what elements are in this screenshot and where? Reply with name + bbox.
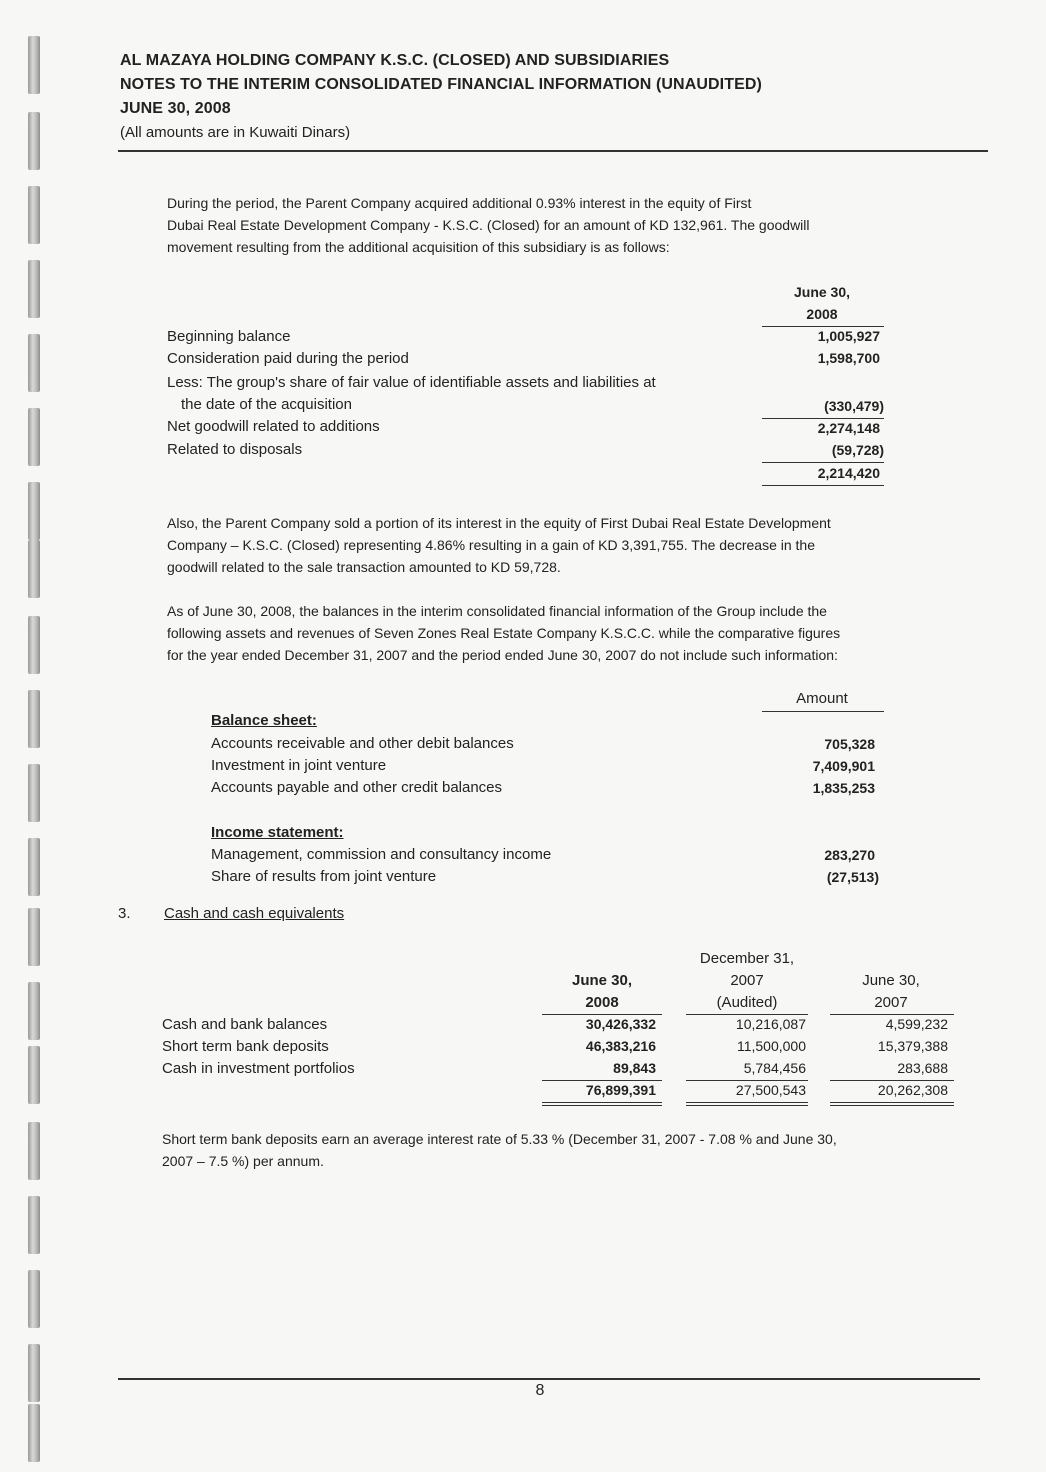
goodwill-col-header: June 30, <box>793 284 851 300</box>
table-row-label: Management, commission and consultancy income <box>211 846 552 863</box>
table-row-value: 7,409,901 <box>812 758 875 774</box>
paragraph-line: movement resulting from the additional acquisition of this subsidiary is as follows: <box>167 239 670 255</box>
table-row-value: 5,784,456 <box>743 1060 806 1076</box>
table-row-label: Cash and bank balances <box>162 1016 328 1033</box>
table-row-value: (59,728) <box>831 442 884 458</box>
section-title: Cash and cash equivalents <box>164 905 345 922</box>
table-row-value: 4,599,232 <box>885 1016 948 1032</box>
paragraph-line: Also, the Parent Company sold a portion of its interest in the equity of First Dubai Real Estate Development <box>167 515 831 531</box>
goodwill-total: 2,214,420 <box>817 465 880 481</box>
table-row-label: Share of results from joint venture <box>211 868 437 885</box>
table-row-label: Short term bank deposits <box>162 1038 329 1055</box>
total-value: 76,899,391 <box>585 1082 656 1098</box>
table-row-value: 705,328 <box>824 736 875 752</box>
col-header: June 30, <box>862 972 920 989</box>
table-row-label: Beginning balance <box>167 328 291 345</box>
table-row-value: 11,500,000 <box>736 1038 806 1054</box>
table-row-value: 89,843 <box>613 1060 656 1076</box>
table-row-value: 1,005,927 <box>817 328 880 344</box>
paragraph-disposal <box>167 512 919 578</box>
footer-rule <box>118 1378 980 1380</box>
paragraph-line: Short term bank deposits earn an average interest rate of 5.33 % (December 31, 2007 - 7.08 % and June 30, <box>162 1131 837 1147</box>
income-statement-title: Income statement: <box>211 824 344 841</box>
currency-note: (All amounts are in Kuwaiti Dinars) <box>120 124 351 141</box>
table-row-value: 1,835,253 <box>812 780 875 796</box>
table-row-label: Related to disposals <box>167 441 303 458</box>
total-value: 27,500,543 <box>735 1082 806 1098</box>
table-row-value: (27,513) <box>826 869 879 885</box>
table-row-label: Consideration paid during the period <box>167 350 409 367</box>
col-header: 2007 <box>874 994 908 1011</box>
table-row-value: 30,426,332 <box>585 1016 656 1032</box>
section-number: 3. <box>118 905 131 922</box>
page-number: 8 <box>535 1382 545 1399</box>
table-row-value: 2,274,148 <box>817 420 880 436</box>
total-value: 20,262,308 <box>877 1082 948 1098</box>
col-header: December 31, <box>699 950 795 967</box>
table-row-label: Accounts receivable and other debit balances <box>211 735 514 752</box>
col-header: 2007 <box>730 972 764 989</box>
paragraph-line: Company – K.S.C. (Closed) representing 4.86% resulting in a gain of KD 3,391,755. The decrease in the <box>167 537 816 553</box>
paragraph-line: goodwill related to the sale transaction amounted to KD 59,728. <box>167 559 561 575</box>
table-row-value: 46,383,216 <box>585 1038 656 1054</box>
table-row-value: 15,379,388 <box>877 1038 948 1054</box>
table-row-label: Accounts payable and other credit balances <box>211 779 503 796</box>
report-date: JUNE 30, 2008 <box>120 100 231 117</box>
paragraph-line: following assets and revenues of Seven Zones Real Estate Company K.S.C.C. while the comparative figures <box>167 625 841 641</box>
col-header: (Audited) <box>716 994 778 1011</box>
amount-header: Amount <box>796 690 848 707</box>
paragraph-interest-rate <box>162 1128 922 1172</box>
paragraph-line: Dubai Real Estate Development Company - K.S.C. (Closed) for an amount of KD 132,961. The goodwill <box>167 217 810 233</box>
paragraph-line: During the period, the Parent Company acquired additional 0.93% interest in the equity of First <box>167 195 752 211</box>
table-row-value: (330,479) <box>824 398 884 414</box>
col-header: June 30, <box>571 972 633 989</box>
table-row-label: the date of the acquisition <box>181 396 352 413</box>
goodwill-col-header: 2008 <box>806 306 838 322</box>
header-rule <box>118 150 988 152</box>
paragraph-acquisition <box>167 192 919 258</box>
col-header: 2008 <box>585 994 619 1011</box>
table-row-label: Investment in joint venture <box>211 757 387 774</box>
paragraph-line: 2007 – 7.5 %) per annum. <box>162 1153 324 1169</box>
balance-sheet-title: Balance sheet: <box>211 712 317 729</box>
paragraph-line: As of June 30, 2008, the balances in the interim consolidated financial information of the Group include the <box>167 603 827 619</box>
table-row-label: Less: The group's share of fair value of identifiable assets and liabilities at <box>167 374 656 391</box>
table-row-value: 1,598,700 <box>817 350 880 366</box>
table-row-label: Cash in investment portfolios <box>162 1060 355 1077</box>
paragraph-seven-zones <box>167 600 919 666</box>
table-row-label: Net goodwill related to additions <box>167 418 380 435</box>
table-row-value: 283,270 <box>824 847 875 863</box>
paragraph-line: for the year ended December 31, 2007 and the period ended June 30, 2007 do not include such information: <box>167 647 838 663</box>
table-row-value: 10,216,087 <box>735 1016 806 1032</box>
table-row-value: 283,688 <box>897 1060 948 1076</box>
notes-title: NOTES TO THE INTERIM CONSOLIDATED FINANCIAL INFORMATION (UNAUDITED) <box>120 76 762 93</box>
company-name: AL MAZAYA HOLDING COMPANY K.S.C. (CLOSED) AND SUBSIDIARIES <box>120 52 670 69</box>
